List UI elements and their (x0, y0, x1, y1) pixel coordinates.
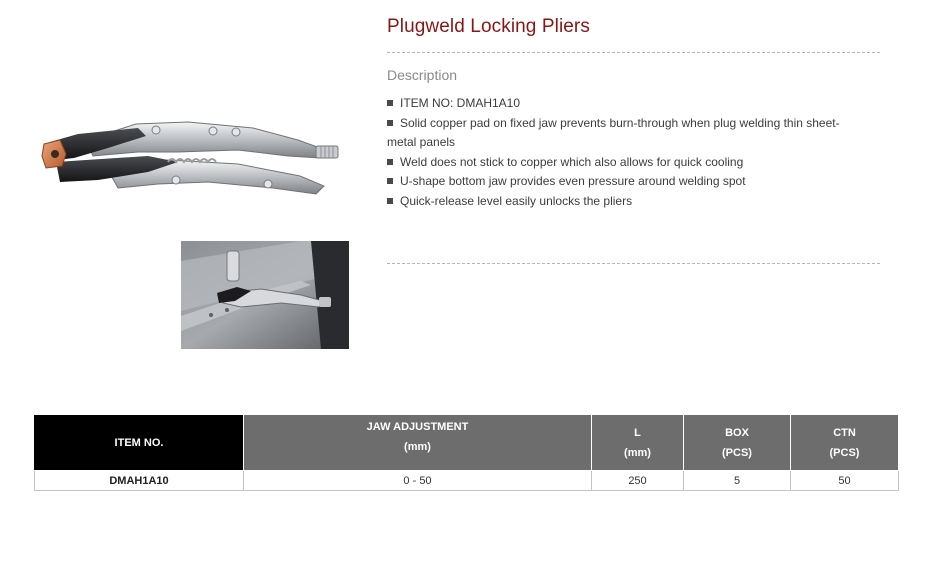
cell-box: 5 (684, 471, 791, 491)
table-row (35, 471, 899, 491)
feature-list (387, 94, 862, 211)
feature-text: Quick-release level easily unlocks the pliers (400, 193, 633, 208)
cell-length: 250 (592, 471, 684, 491)
header-label: BOX (725, 426, 749, 439)
bullet-square-icon (387, 198, 393, 204)
header-ctn (791, 415, 899, 471)
cell-jaw-adjustment: 0 - 50 (244, 471, 592, 491)
description-divider (387, 263, 880, 264)
feature-text: ITEM NO: DMAH1A10 (400, 96, 521, 110)
feature-item (387, 94, 862, 114)
header-unit: (mm) (624, 446, 651, 459)
header-item-no (35, 415, 244, 471)
feature-text: Solid copper pad on fixed jaw prevents burn-through when plug welding thin sheet-metal panels (387, 115, 840, 149)
header-unit: (PCS) (829, 446, 860, 459)
header-label: L (634, 426, 641, 439)
bullet-square-icon (387, 178, 393, 184)
product-image-thumbnail[interactable] (181, 241, 349, 349)
spec-table-header-row (35, 415, 899, 471)
header-label: CTN (833, 426, 856, 439)
title-divider (387, 52, 880, 53)
description-heading: Description (387, 67, 458, 83)
header-box (684, 415, 791, 471)
bullet-square-icon (387, 100, 393, 106)
header-jaw-adjustment (244, 415, 592, 471)
header-unit: (PCS) (722, 446, 752, 459)
cell-ctn: 50 (791, 471, 899, 491)
pliers-in-use-image (181, 241, 349, 349)
cell-item-no: DMAH1A10 (35, 471, 244, 491)
feature-text: Weld does not stick to copper which also allows for quick cooling (400, 154, 744, 169)
feature-item (387, 153, 862, 173)
feature-item (387, 192, 862, 212)
locking-pliers-image (38, 110, 360, 214)
header-label: JAW ADJUSTMENT (366, 421, 469, 433)
product-title: Plugweld Locking Pliers (387, 16, 590, 37)
header-length (592, 415, 684, 471)
bullet-square-icon (387, 120, 393, 126)
feature-item (387, 172, 862, 192)
header-label: ITEM NO. (114, 436, 164, 449)
feature-text: U-shape bottom jaw provides even pressure around welding spot (400, 174, 746, 188)
header-unit: (mm) (404, 441, 431, 453)
feature-item (387, 114, 862, 153)
bullet-square-icon (387, 159, 393, 165)
product-image-main[interactable] (38, 110, 360, 214)
spec-table (34, 414, 899, 491)
